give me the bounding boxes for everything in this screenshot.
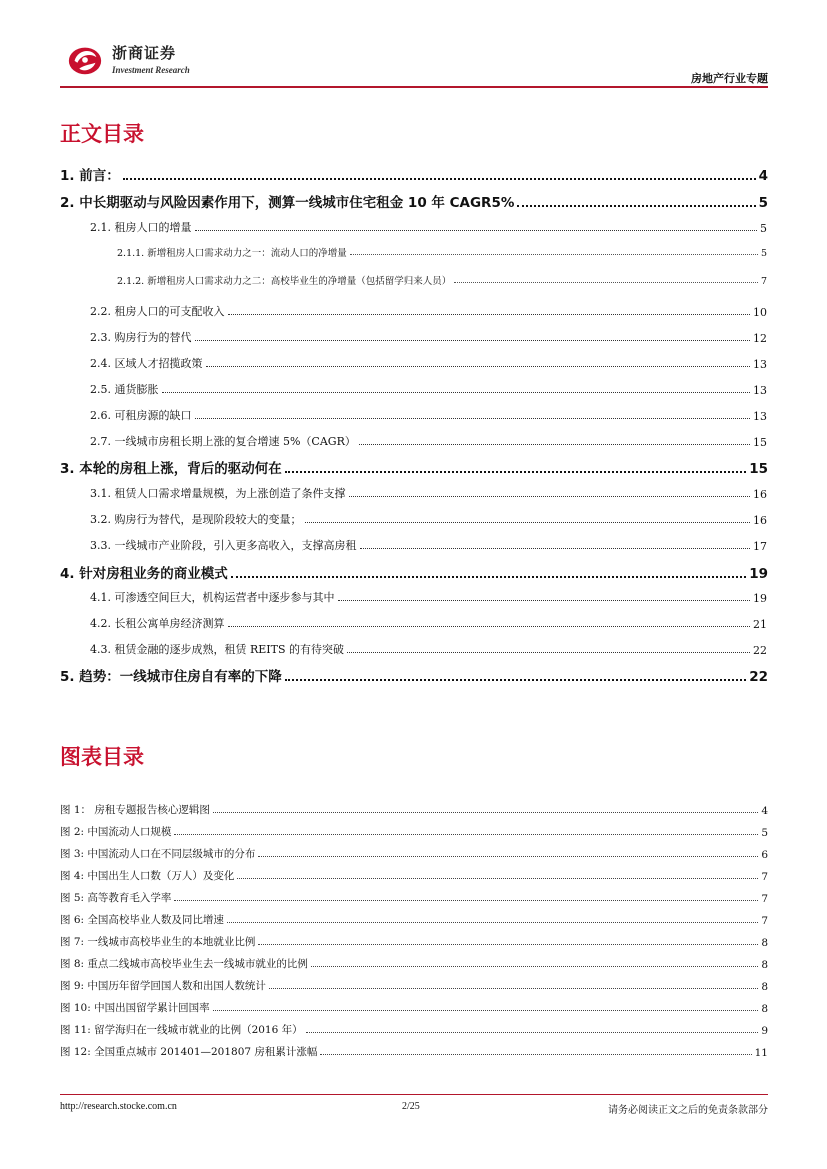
- leader-dots: [206, 366, 751, 367]
- toc-entry[interactable]: [90, 433, 767, 449]
- leader-dots: [195, 418, 751, 419]
- toc-entry-page: 15: [753, 436, 767, 449]
- toc-entry[interactable]: [60, 191, 768, 211]
- footer-divider: [60, 1094, 768, 1095]
- toc-entry[interactable]: [90, 537, 767, 553]
- toc-entry-page: 7: [760, 276, 767, 287]
- leader-dots: [285, 471, 746, 473]
- leader-dots: [258, 944, 758, 945]
- figure-entry-text: 图 5: 高等教育毛入学率: [60, 892, 172, 904]
- toc-entry[interactable]: [90, 355, 767, 371]
- figure-entry[interactable]: [60, 868, 768, 883]
- toc-entry[interactable]: [90, 589, 767, 605]
- leader-dots: [228, 626, 751, 627]
- header-divider: [60, 86, 768, 88]
- figure-entry[interactable]: [60, 802, 768, 817]
- footer-url-link[interactable]: http://research.stocke.com.cn: [60, 1101, 177, 1112]
- figure-entry-text: 图 4: 中国出生人口数（万人）及变化: [60, 870, 235, 882]
- page-header: [60, 38, 768, 88]
- leader-dots: [350, 254, 758, 255]
- leader-dots: [174, 834, 758, 835]
- report-category: 房地产行业专题: [691, 72, 768, 85]
- figure-entry-page: 8: [761, 981, 768, 993]
- figure-entry-page: 7: [761, 893, 768, 905]
- toc-entry-text: 2. 中长期驱动与风险因素作用下，测算一线城市住宅租金 10 年 CAGR5%: [60, 195, 515, 211]
- toc-entry-text: 2.2. 租房人口的可支配收入: [90, 305, 225, 318]
- toc-entry-text: 2.4. 区域人才招揽政策: [90, 357, 203, 370]
- leader-dots: [305, 522, 751, 523]
- toc-entry-text: 2.1. 租房人口的增量: [90, 221, 192, 234]
- page-number: 2/25: [402, 1101, 420, 1112]
- figure-entry[interactable]: [60, 890, 768, 905]
- toc-entry-text: 2.3. 购房行为的替代: [90, 331, 192, 344]
- toc-entry-text: 2.5. 通货膨胀: [90, 383, 159, 396]
- toc-entry[interactable]: [117, 273, 767, 287]
- figure-entry-page: 5: [761, 827, 768, 839]
- toc-entry-page: 13: [753, 384, 767, 397]
- toc-entry-page: 12: [753, 332, 767, 345]
- toc-entry-page: 22: [749, 669, 768, 685]
- toc-entry[interactable]: [60, 164, 768, 184]
- leader-dots: [228, 314, 751, 315]
- toc-entry-text: 4.3. 租赁金融的逐步成熟，租赁 REITS 的有待突破: [90, 643, 345, 656]
- toc-entry-text: 3.3. 一线城市产业阶段，引入更多高收入，支撑高房租: [90, 539, 357, 552]
- figure-entry[interactable]: [60, 846, 768, 861]
- toc-entry[interactable]: [117, 245, 767, 259]
- toc-entry-page: 21: [753, 618, 767, 631]
- toc-title: 正文目录: [60, 122, 144, 146]
- figure-entry-page: 4: [761, 805, 768, 817]
- figure-entry-text: 图 12: 全国重点城市 201401—201807 房租累计涨幅: [60, 1046, 318, 1058]
- leader-dots: [174, 900, 758, 901]
- figure-entry-page: 9: [761, 1025, 768, 1037]
- leader-dots: [123, 178, 756, 180]
- leader-dots: [231, 576, 746, 578]
- leader-dots: [454, 282, 758, 283]
- leader-dots: [517, 205, 755, 207]
- figure-entry[interactable]: [60, 934, 768, 949]
- toc-entry[interactable]: [60, 457, 768, 477]
- toc-entry[interactable]: [90, 219, 767, 235]
- toc-entry-text: 3.2. 购房行为替代，是现阶段较大的变量；: [90, 513, 302, 526]
- figure-entry-text: 图 6: 全国高校毕业人数及同比增速: [60, 914, 224, 926]
- toc-entry-text: 3.1. 租赁人口需求增量规模，为上涨创造了条件支撑: [90, 487, 346, 500]
- toc-entry-text: 4. 针对房租业务的商业模式: [60, 566, 228, 582]
- figure-entry-text: 图 10: 中国出国留学累计回国率: [60, 1002, 210, 1014]
- figure-entry-text: 图 8: 重点二线城市高校毕业生去一线城市就业的比例: [60, 958, 308, 970]
- toc-entry[interactable]: [60, 665, 768, 685]
- toc-entry-text: 2.7. 一线城市房租长期上涨的复合增速 5%（CAGR）: [90, 435, 356, 448]
- toc-entry-text: 1. 前言：: [60, 168, 120, 184]
- toc-entry-text: 4.1. 可渗透空间巨大，机构运营者中逐步参与其中: [90, 591, 335, 604]
- figure-entry[interactable]: [60, 912, 768, 927]
- figure-entry-page: 8: [761, 1003, 768, 1015]
- figures-title: 图表目录: [60, 745, 144, 769]
- leader-dots: [320, 1054, 751, 1055]
- toc-entry[interactable]: [90, 615, 767, 631]
- figure-entry-text: 图 3: 中国流动人口在不同层级城市的分布: [60, 848, 256, 860]
- figure-entry[interactable]: [60, 824, 768, 839]
- toc-entry-page: 16: [753, 488, 767, 501]
- leader-dots: [213, 1010, 759, 1011]
- leader-dots: [195, 340, 751, 341]
- figure-entry-page: 8: [761, 959, 768, 971]
- figure-entry[interactable]: [60, 956, 768, 971]
- leader-dots: [306, 1032, 759, 1033]
- company-logo-icon: [66, 40, 104, 78]
- toc-entry-page: 17: [753, 540, 767, 553]
- figure-entry[interactable]: [60, 1000, 768, 1015]
- figure-entry-text: 图 11: 留学海归在一线城市就业的比例（2016 年）: [60, 1024, 303, 1036]
- leader-dots: [347, 652, 750, 653]
- figure-entry-page: 11: [754, 1047, 768, 1059]
- leader-dots: [338, 600, 751, 601]
- leader-dots: [359, 444, 750, 445]
- leader-dots: [311, 966, 758, 967]
- toc-entry[interactable]: [90, 329, 767, 345]
- toc-entry-page: 5: [760, 248, 767, 259]
- toc-entry-page: 13: [753, 410, 767, 423]
- logo-name-en: Investment Research: [112, 65, 190, 75]
- leader-dots: [360, 548, 751, 549]
- leader-dots: [227, 922, 758, 923]
- toc-entry-page: 19: [749, 566, 768, 582]
- toc-entry-text: 2.1.1. 新增租房人口需求动力之一：流动人口的净增量: [117, 248, 347, 259]
- leader-dots: [285, 679, 746, 681]
- toc-entry-page: 5: [760, 222, 767, 235]
- figure-entry[interactable]: [60, 978, 768, 993]
- toc-entry[interactable]: [90, 303, 767, 319]
- toc-entry-page: 15: [749, 461, 768, 477]
- toc-entry-page: 22: [753, 644, 767, 657]
- toc-entry[interactable]: [60, 562, 768, 582]
- figure-entry-text: 图 9: 中国历年留学回国人数和出国人数统计: [60, 980, 266, 992]
- leader-dots: [195, 230, 758, 231]
- toc-entry-page: 19: [753, 592, 767, 605]
- toc-entry-text: 5. 趋势：一线城市住房自有率的下降: [60, 669, 282, 685]
- toc-entry[interactable]: [90, 511, 767, 527]
- toc-entry-page: 10: [753, 306, 767, 319]
- figure-entry-page: 7: [761, 915, 768, 927]
- leader-dots: [258, 856, 758, 857]
- toc-entry-text: 2.6. 可租房源的缺口: [90, 409, 192, 422]
- figure-entry-page: 8: [761, 937, 768, 949]
- toc-entry[interactable]: [90, 381, 767, 397]
- leader-dots: [237, 878, 758, 879]
- leader-dots: [349, 496, 751, 497]
- toc-entry-text: 3. 本轮的房租上涨，背后的驱动何在: [60, 461, 282, 477]
- toc-entry-text: 4.2. 长租公寓单房经济测算: [90, 617, 225, 630]
- figure-entry[interactable]: [60, 1044, 768, 1059]
- toc-entry-page: 4: [758, 168, 768, 184]
- toc-entry-page: 16: [753, 514, 767, 527]
- logo-name-cn: 浙商证券: [112, 44, 177, 62]
- toc-entry[interactable]: [90, 641, 767, 657]
- leader-dots: [213, 812, 758, 813]
- leader-dots: [162, 392, 751, 393]
- toc-entry[interactable]: [90, 485, 767, 501]
- toc-entry[interactable]: [90, 407, 767, 423]
- toc-entry-text: 2.1.2. 新增租房人口需求动力之二：高校毕业生的净增量（包括留学归来人员）: [117, 276, 452, 287]
- toc-entry-page: 13: [753, 358, 767, 371]
- figure-entry-page: 6: [761, 849, 768, 861]
- figure-entry[interactable]: [60, 1022, 768, 1037]
- figure-entry-text: 图 1： 房租专题报告核心逻辑图: [60, 804, 210, 816]
- figure-entry-page: 7: [761, 871, 768, 883]
- disclaimer-note: 请务必阅读正文之后的免责条款部分: [608, 1105, 768, 1116]
- figure-entry-text: 图 7: 一线城市高校毕业生的本地就业比例: [60, 936, 256, 948]
- figure-entry-text: 图 2: 中国流动人口规模: [60, 826, 172, 838]
- leader-dots: [269, 988, 758, 989]
- toc-entry-page: 5: [758, 195, 768, 211]
